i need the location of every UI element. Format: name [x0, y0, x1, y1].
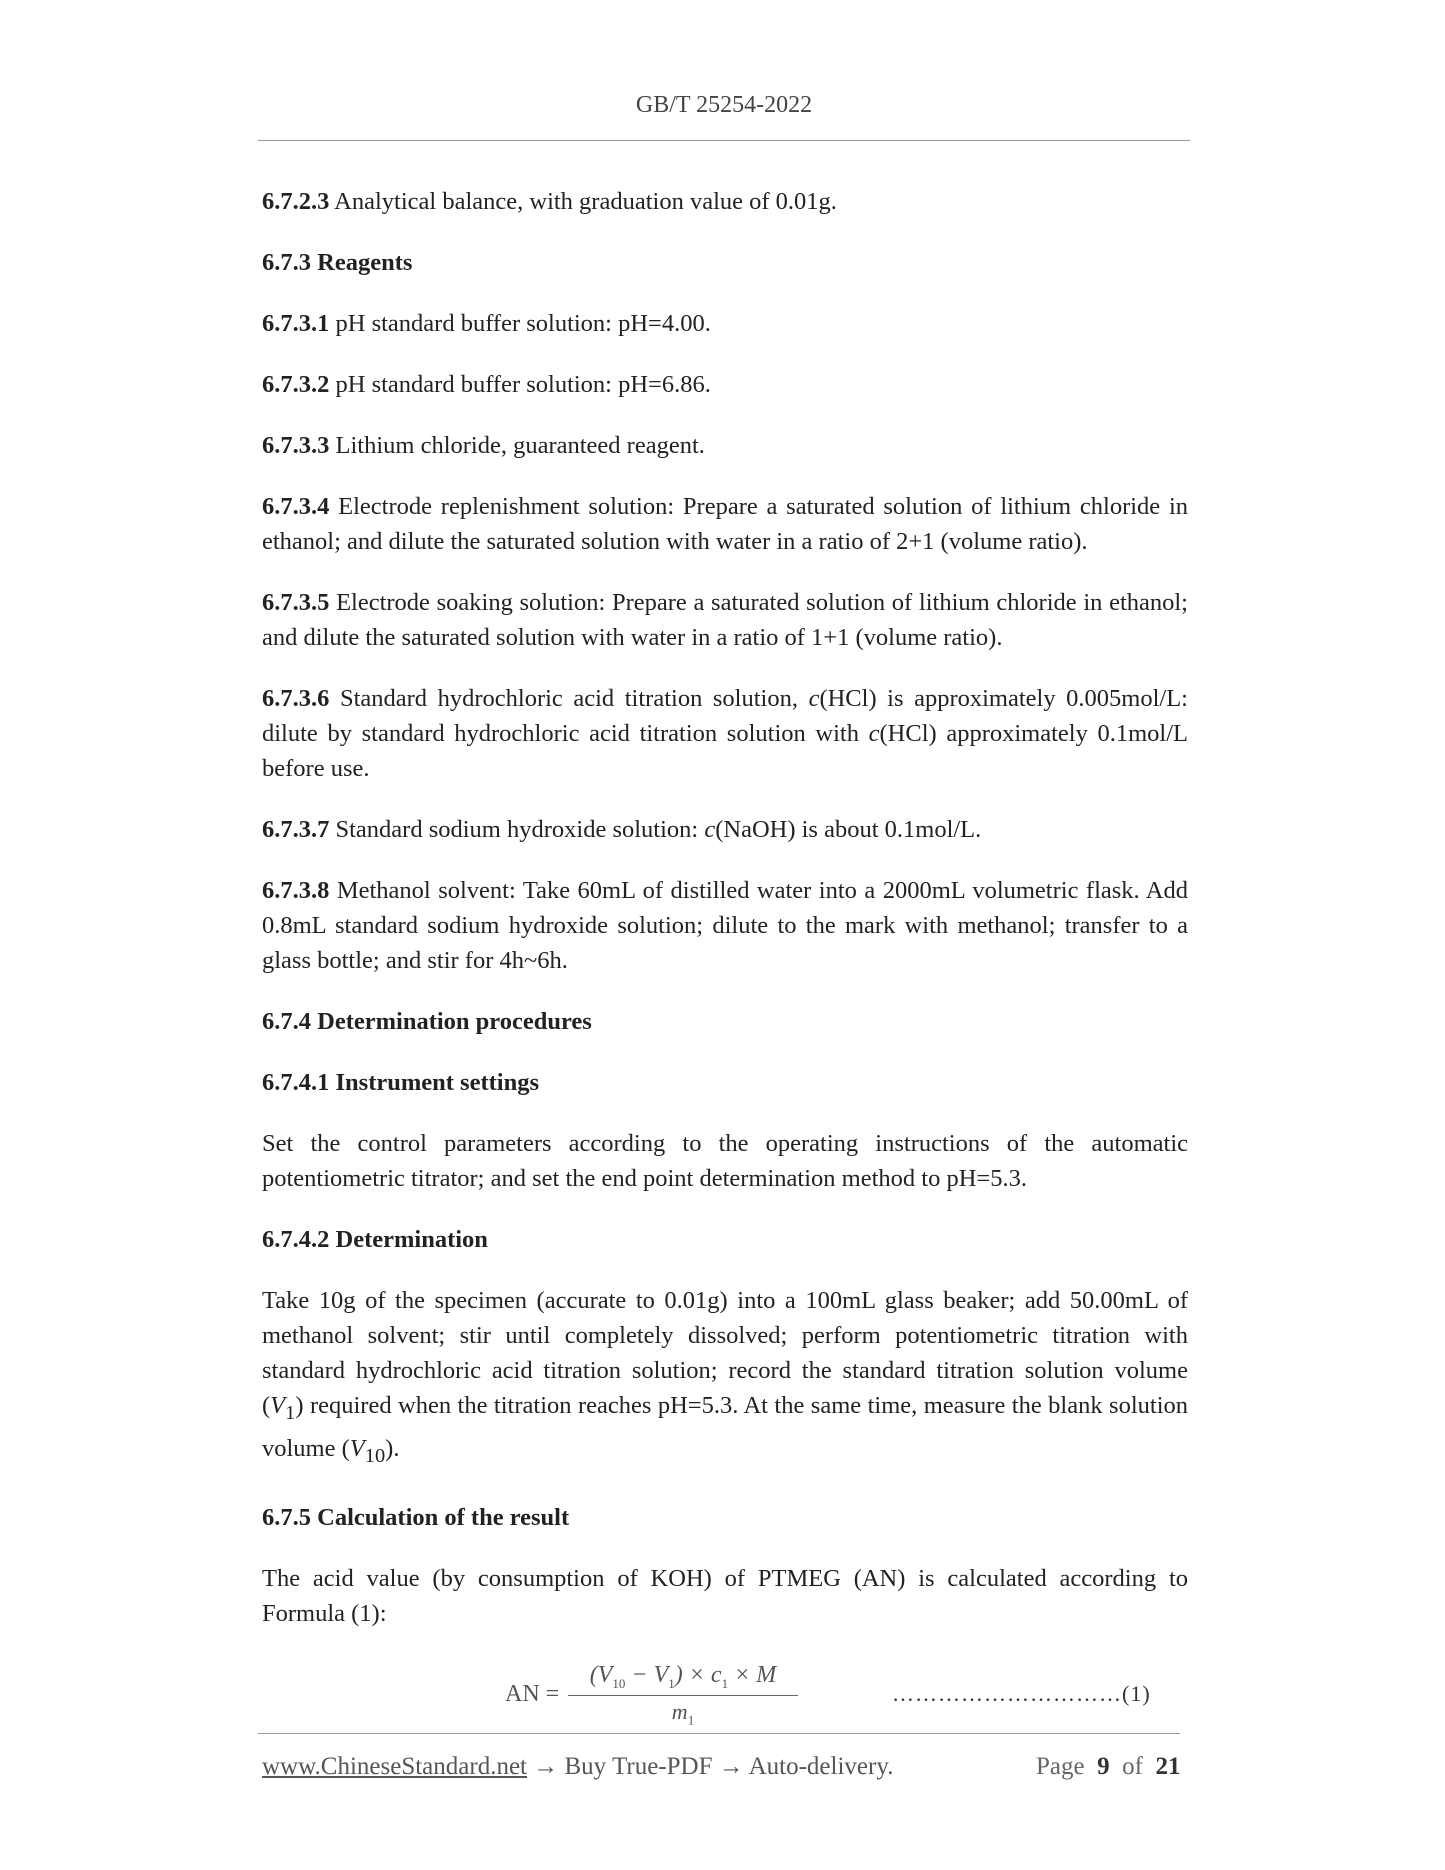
formula-fraction	[568, 1659, 798, 1734]
formula-lhs: AN =	[505, 1680, 560, 1707]
page-indicator: Page 9 of 21	[1036, 1753, 1181, 1780]
clause-6-7-3-4: 6.7.3.4 Electrode replenishment solution: Prepare a saturated solution of lithium chloride in ethanol; and dilute the saturated solution with water in a ratio of 2+1 (volume ratio).	[262, 493, 1188, 555]
formula-numerator: $(V_{10} - V_1) \times c_1 \times M$	[589, 1661, 777, 1691]
clause-6-7-2-3: 6.7.2.3 Analytical balance, with graduation value of 0.01g.	[262, 188, 837, 215]
heading-6-7-4: 6.7.4 Determination procedures	[262, 1008, 592, 1035]
clause-6-7-3-8: 6.7.3.8 Methanol solvent: Take 60mL of distilled water into a 2000mL volumetric flask. Add 0.8mL standard sodium hydroxide solution; dilute to the mark with methanol; transfer to a glass bottle; and stir for 4h~6h.	[262, 877, 1188, 974]
formula-number: …………………………(1)	[892, 1680, 1151, 1706]
clause-6-7-3-6: 6.7.3.6 Standard hydrochloric acid titration solution, c(HCl) is approximately 0.005mol/L: dilute by standard hydrochloric acid titration solution with c(HCl) approximately 0.1mol/L before use.	[262, 685, 1188, 782]
heading-6-7-4-2: 6.7.4.2 Determination	[262, 1226, 488, 1253]
heading-6-7-4-1: 6.7.4.1 Instrument settings	[262, 1069, 539, 1096]
header-divider	[258, 140, 1190, 141]
formula-denominator: $m_1$	[671, 1698, 695, 1728]
footer-divider	[258, 1733, 1180, 1734]
footer-promo: www.ChineseStandard.net → Buy True-PDF → Auto-delivery.	[262, 1753, 894, 1780]
heading-6-7-3: 6.7.3 Reagents	[262, 249, 413, 276]
clause-6-7-3-5: 6.7.3.5 Electrode soaking solution: Prepare a saturated solution of lithium chloride in ethanol; and dilute the saturated solution with water in a ratio of 1+1 (volume ratio).	[262, 589, 1188, 651]
heading-6-7-5: 6.7.5 Calculation of the result	[262, 1503, 570, 1531]
clause-6-7-4-1-text: Set the control parameters according to the operating instructions of the automatic potentiometric titrator; and set the end point determination method to pH=5.3.	[262, 1130, 1188, 1192]
clause-6-7-3-3: 6.7.3.3 Lithium chloride, guaranteed reagent.	[262, 432, 705, 459]
document-code-header: GB/T 25254-2022	[635, 92, 813, 118]
site-link[interactable]: www.ChineseStandard.net	[262, 1753, 527, 1780]
clause-6-7-4-2-text: Take 10g of the specimen (accurate to 0.01g) into a 100mL glass beaker; add 50.00mL of methanol solvent; stir until completely dissolved; perform potentiometric titration with standard hydrochloric acid titration solution; record the standard titration solution volume $(V_1)$ required when the titration reaches pH=5.3. At the same time, measure the blank solution volume $(V_{10})$.	[262, 1287, 1188, 1467]
clause-6-7-3-1: 6.7.3.1 pH standard buffer solution: pH=4.00.	[262, 310, 711, 337]
page-content	[262, 184, 1188, 1747]
clause-6-7-3-7: 6.7.3.7 Standard sodium hydroxide solution: c(NaOH) is about 0.1mol/L.	[262, 816, 982, 843]
clause-6-7-3-2: 6.7.3.2 pH standard buffer solution: pH=6.86.	[262, 371, 711, 398]
clause-6-7-5-text: The acid value (by consumption of KOH) of PTMEG (AN) is calculated according to Formula (1):	[262, 1564, 1188, 1627]
fraction-bar	[568, 1695, 798, 1696]
